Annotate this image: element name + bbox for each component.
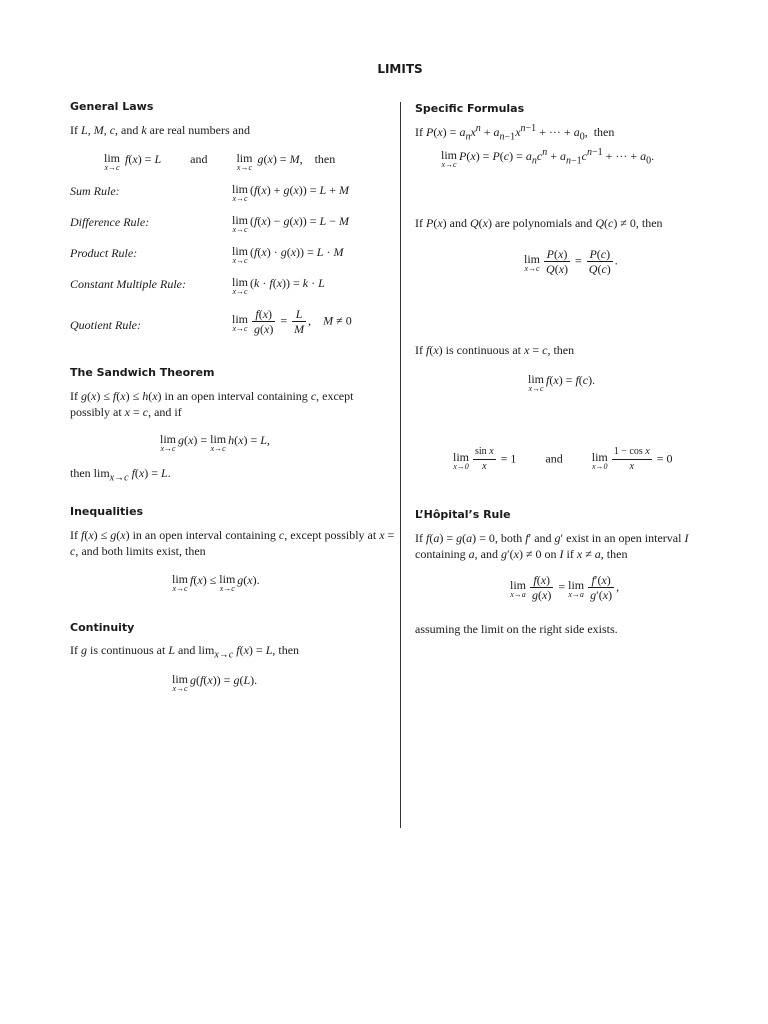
- quotient-rule-label: Quotient Rule:: [70, 318, 141, 332]
- constant-multiple-rule-formula: lim x→c (k · f(x)) = k · L: [232, 275, 325, 296]
- polynomial-definition: If $P(x) = a_nx^n + a_{n-1}x^{n-1}$ + ··· + $a_0$, then: [415, 123, 615, 143]
- product-rule-label: Product Rule:: [70, 246, 138, 260]
- product-rule-formula: lim x→c (f(x) · g(x)) = L · M: [232, 244, 344, 265]
- lhopitals-rule-text: If f(a) = g(a) = 0, both f′ and g′ exist in an open interval I containing a, and g′(x) ≠ 0 on I if x ≠ a, then: [415, 531, 689, 561]
- sum-rule-formula: lim x→c (f(x) + g(x)) = L + M: [232, 182, 350, 203]
- page-title: LIMITS: [377, 62, 423, 76]
- sandwich-theorem-formula: lim x→c g(x) = lim x→c h(x) = L,: [160, 432, 270, 453]
- general-laws-intro: If L, M, c, and k are real numbers and: [70, 123, 250, 137]
- difference-rule-label: Difference Rule:: [70, 215, 150, 229]
- given-limits-formula: lim x→c f(x) = L and lim x→c g(x) = M, then: [104, 151, 336, 172]
- quotient-rule-formula: lim x→c $\frac{f(x)}{g(x)}$ = $\frac{L}{M}$ , M ≠ 0: [232, 307, 352, 336]
- difference-rule-formula: lim x→c (f(x) − g(x)) = L − M: [232, 213, 350, 234]
- continuity-text: If g is continuous at L and $\lim_{x\to c} f(x) = L$, then: [70, 643, 300, 661]
- inequalities-text: If f(x) ≤ g(x) in an open interval containing c, except possibly at x = c, and both limits exist, then: [70, 528, 395, 558]
- polynomial-limit-formula: lim x→c $P(x) = P(c) = a_nc^n + a_{n-1}c^{n-1}$ + ··· + $a_0$.: [441, 147, 655, 169]
- continuous-function-formula: lim x→c f(x) = f(c).: [528, 372, 596, 393]
- continuous-function-text: If f(x) is continuous at x = c, then: [415, 343, 575, 357]
- constant-multiple-rule-label: Constant Multiple Rule:: [70, 277, 186, 291]
- sum-rule-label: Sum Rule:: [70, 184, 120, 198]
- sandwich-theorem-heading: The Sandwich Theorem: [70, 366, 215, 379]
- general-laws-heading: General Laws: [70, 100, 154, 113]
- trig-limits-formula: lim x→0 $\frac{\text{sin x}}{x}$ = 1 and lim x→0 $\frac{\text{1 − cos x}}{x}$ = 0: [453, 446, 673, 472]
- specific-formulas-heading: Specific Formulas: [415, 102, 525, 115]
- sandwich-theorem-conclusion: then $\lim_{x\to c} f(x) = L$.: [70, 466, 171, 484]
- rational-function-formula: lim x→c $\frac{P(x)}{Q(x)}$ = $\frac{P(c)}{Q(c)}$ .: [524, 247, 618, 276]
- rational-function-text: If P(x) and Q(x) are polynomials and Q(c) ≠ 0, then: [415, 216, 663, 230]
- column-divider: [400, 102, 401, 828]
- lhopitals-rule-formula: lim x→a $\frac{f(x)}{g(x)}$ = lim x→a $\frac{f'(x)}{g'(x)}$ ,: [510, 573, 620, 602]
- lhopitals-rule-heading: L’Hôpital’s Rule: [415, 508, 511, 521]
- sandwich-theorem-text: If g(x) ≤ f(x) ≤ h(x) in an open interval containing c, except possibly at x = c, and if: [70, 389, 354, 419]
- inequalities-heading: Inequalities: [70, 505, 144, 518]
- lhopitals-rule-condition: assuming the limit on the right side exists.: [415, 622, 618, 636]
- inequalities-formula: lim x→c f(x) ≤ lim x→c g(x).: [172, 572, 260, 593]
- continuity-heading: Continuity: [70, 621, 135, 634]
- continuity-formula: lim x→c g(f(x)) = g(L).: [172, 672, 258, 693]
